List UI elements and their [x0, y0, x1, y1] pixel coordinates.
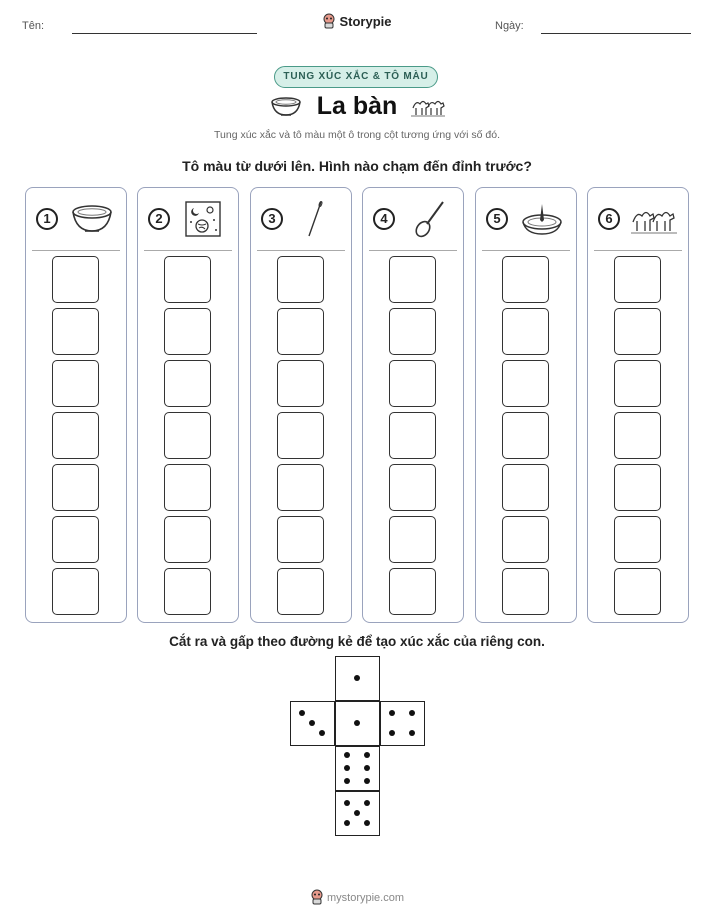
color-box[interactable] [614, 256, 661, 303]
color-box[interactable] [389, 256, 436, 303]
die-pip [364, 752, 370, 758]
camels-icon [630, 200, 678, 238]
die-pip [344, 752, 350, 758]
die-pip [354, 720, 360, 726]
footer-url: mystorypie.com [326, 892, 405, 904]
die-face-4 [380, 701, 425, 746]
date-line[interactable] [541, 33, 691, 34]
color-box[interactable] [277, 516, 324, 563]
die-pip [344, 820, 350, 826]
die-pip [354, 810, 360, 816]
column-number: 3 [261, 208, 283, 230]
cut-instruction: Cắt ra và gấp theo đường kẻ để tạo xúc xắc của riêng con. [169, 634, 545, 649]
day-night-icon [180, 200, 228, 238]
die-pip [344, 800, 350, 806]
color-box[interactable] [164, 360, 211, 407]
color-box[interactable] [614, 308, 661, 355]
column-divider [257, 250, 345, 251]
color-box[interactable] [502, 516, 549, 563]
color-box[interactable] [614, 412, 661, 459]
column-number: 2 [148, 208, 170, 230]
die-pip [344, 765, 350, 771]
column-2 [137, 187, 239, 623]
page-title: La bàn [316, 92, 398, 120]
color-box[interactable] [614, 360, 661, 407]
activity-badge: TUNG XÚC XẮC & TÔ MÀU [274, 66, 438, 88]
die-face-1 [335, 656, 380, 701]
color-box[interactable] [164, 568, 211, 615]
color-box[interactable] [277, 568, 324, 615]
color-box[interactable] [502, 256, 549, 303]
column-number: 6 [598, 208, 620, 230]
column-divider [144, 250, 232, 251]
die-face-5 [335, 791, 380, 836]
footer [0, 889, 714, 905]
column-5 [475, 187, 577, 623]
column-1 [25, 187, 127, 623]
die-pip [364, 800, 370, 806]
brand-name: Storypie [339, 14, 392, 29]
instruction: Tô màu từ dưới lên. Hình nào chạm đến đỉnh trước? [182, 158, 532, 174]
storypie-logo-icon [322, 13, 336, 32]
color-box[interactable] [52, 308, 99, 355]
bowl-icon [68, 200, 116, 238]
column-divider [482, 250, 570, 251]
die-pip [299, 710, 305, 716]
color-box[interactable] [277, 256, 324, 303]
storypie-footer-logo-icon [310, 889, 324, 905]
color-box[interactable] [277, 464, 324, 511]
color-box[interactable] [52, 568, 99, 615]
die-face-1 [335, 701, 380, 746]
color-box[interactable] [52, 516, 99, 563]
color-box[interactable] [502, 308, 549, 355]
die-pip [364, 820, 370, 826]
die-pip [309, 720, 315, 726]
spoon-icon [405, 200, 453, 238]
color-box[interactable] [389, 464, 436, 511]
die-face-6 [335, 746, 380, 791]
column-divider [32, 250, 120, 251]
color-box[interactable] [389, 412, 436, 459]
color-box[interactable] [502, 412, 549, 459]
die-pip [364, 765, 370, 771]
color-box[interactable] [389, 568, 436, 615]
subtitle: Tung xúc xắc và tô màu một ô trong cột tương ứng với số đó. [214, 129, 500, 141]
color-box[interactable] [389, 360, 436, 407]
die-pip [319, 730, 325, 736]
column-number: 4 [373, 208, 395, 230]
column-divider [369, 250, 457, 251]
color-box[interactable] [52, 464, 99, 511]
color-box[interactable] [164, 412, 211, 459]
needle-icon [293, 200, 341, 238]
color-box[interactable] [614, 464, 661, 511]
die-pip [409, 710, 415, 716]
color-box[interactable] [164, 516, 211, 563]
color-box[interactable] [164, 308, 211, 355]
column-3 [250, 187, 352, 623]
camels-icon [410, 94, 446, 123]
column-number: 1 [36, 208, 58, 230]
name-label: Tên: [22, 20, 45, 32]
color-box[interactable] [277, 360, 324, 407]
die-pip [354, 675, 360, 681]
die-face-3 [290, 701, 335, 746]
color-box[interactable] [52, 256, 99, 303]
name-line[interactable] [72, 33, 257, 34]
color-box[interactable] [52, 412, 99, 459]
color-box[interactable] [389, 308, 436, 355]
compass-bowl-icon [518, 200, 566, 238]
date-label: Ngày: [495, 20, 524, 32]
die-pip [344, 778, 350, 784]
color-box[interactable] [614, 516, 661, 563]
brand [0, 13, 714, 32]
die-pip [389, 710, 395, 716]
color-box[interactable] [502, 360, 549, 407]
color-box[interactable] [502, 568, 549, 615]
color-box[interactable] [164, 256, 211, 303]
die-pip [409, 730, 415, 736]
color-box[interactable] [277, 308, 324, 355]
die-pip [364, 778, 370, 784]
column-6 [587, 187, 689, 623]
color-box[interactable] [389, 516, 436, 563]
color-box[interactable] [614, 568, 661, 615]
color-box[interactable] [52, 360, 99, 407]
column-divider [594, 250, 682, 251]
color-box[interactable] [164, 464, 211, 511]
column-number: 5 [486, 208, 508, 230]
die-pip [389, 730, 395, 736]
color-box[interactable] [502, 464, 549, 511]
color-box[interactable] [277, 412, 324, 459]
column-4 [362, 187, 464, 623]
